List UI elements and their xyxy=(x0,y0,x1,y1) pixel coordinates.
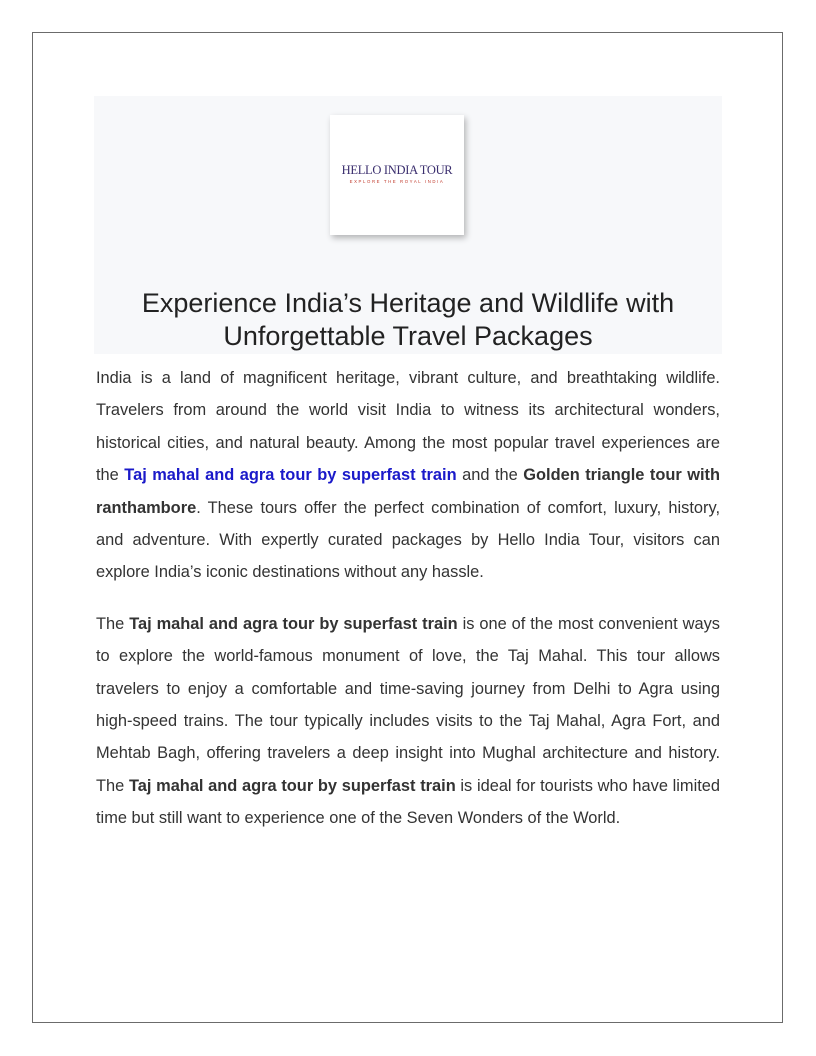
logo-tagline: EXPLORE THE ROYAL INDIA xyxy=(349,179,445,184)
taj-tour-bold-2: Taj mahal and agra tour by superfast train xyxy=(128,776,456,795)
intro-paragraph xyxy=(96,362,720,589)
taj-text-2: is one of the most convenient ways to explore the world-famous monument of love, the Taj Mahal. This tour allows travelers to enjoy a comfortable and time-saving journey from Delhi to Agra using high-speed trains. The tour typically includes visits to the Taj Mahal, Agra Fort, and Mehtab Bagh, offering travelers a deep insight into Mughal architecture and history. The xyxy=(96,614,720,795)
taj-tour-paragraph xyxy=(96,608,720,835)
page-title xyxy=(94,287,722,353)
article-body xyxy=(96,362,720,835)
intro-text-2: and the xyxy=(456,466,524,485)
taj-tour-bold-1: Taj mahal and agra tour by superfast train xyxy=(129,614,458,633)
logo-brand-name: HELLO INDIA TOUR xyxy=(341,163,453,177)
header-banner xyxy=(94,96,722,354)
golden-triangle-tour-bold: Golden triangle tour with ranthambore xyxy=(96,466,721,517)
logo-card[interactable] xyxy=(330,115,464,235)
taj-text-3: is ideal for tourists who have limited time but still want to experience one of the Seven Wonders of the World. xyxy=(96,776,720,828)
title-line-1: Experience India’s Heritage and Wildlife with xyxy=(141,288,675,318)
title-line-2: Unforgettable Travel Packages xyxy=(223,321,593,351)
intro-text-1: India is a land of magnificent heritage, vibrant culture, and breathtaking wildlife. Travelers from around the world visit India to witness its architectural wonders, historical cities, and natural beauty. Among the most popular travel experiences are the xyxy=(96,369,720,485)
intro-text-3: . These tours offer the perfect combination of comfort, luxury, history, and adventure. With expertly curated packages by Hello India Tour, visitors can explore India’s iconic destinations without any hassle. xyxy=(96,498,720,582)
taj-mahal-tour-link[interactable]: Taj mahal and agra tour by superfast train xyxy=(124,466,457,485)
taj-text-1: The xyxy=(96,614,130,633)
